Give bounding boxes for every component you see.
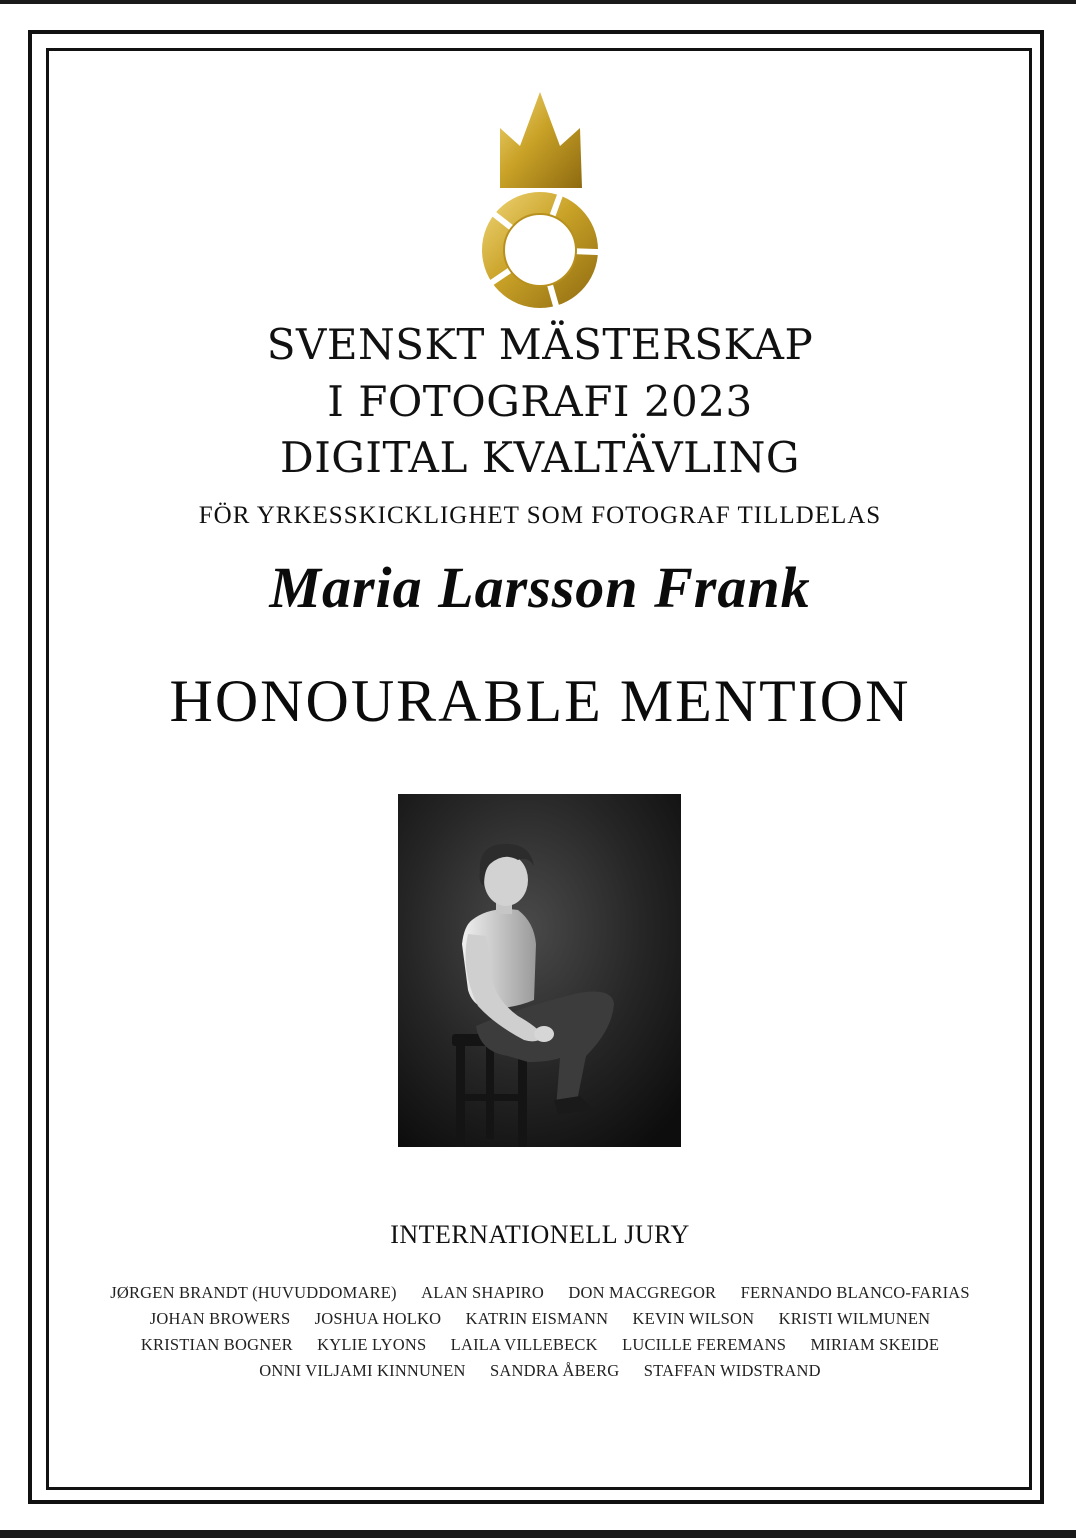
- jury-member: LUCILLE FEREMANS: [622, 1335, 787, 1354]
- jury-member: JØRGEN BRANDT (HUVUDDOMARE): [110, 1283, 397, 1302]
- jury-member: STAFFAN WIDSTRAND: [643, 1361, 821, 1380]
- recipient-name: Maria Larsson Frank: [269, 555, 811, 620]
- title-line-3: DIGITAL KVALTÄVLING: [280, 433, 800, 482]
- jury-member: KYLIE LYONS: [317, 1335, 427, 1354]
- jury-member: KATRIN EISMANN: [465, 1309, 609, 1328]
- crown-icon: [500, 92, 582, 188]
- jury-member: KRISTI WILMUNEN: [778, 1309, 931, 1328]
- jury-list: [80, 1280, 1000, 1384]
- top-edge-bar: [0, 0, 1076, 4]
- jury-member: ONNI VILJAMI KINNUNEN: [259, 1361, 466, 1380]
- jury-row: [80, 1332, 1000, 1358]
- crown-aperture-logo-icon: [474, 88, 608, 314]
- jury-row: [80, 1280, 1000, 1306]
- jury-member: KRISTIAN BOGNER: [140, 1335, 293, 1354]
- jury-row: [80, 1306, 1000, 1332]
- jury-member: KEVIN WILSON: [632, 1309, 755, 1328]
- jury-member: FERNANDO BLANCO-FARIAS: [740, 1283, 970, 1302]
- aperture-icon: [482, 192, 600, 309]
- jury-member: JOHAN BROWERS: [149, 1309, 291, 1328]
- jury-member: MIRIAM SKEIDE: [810, 1335, 940, 1354]
- jury-heading: INTERNATIONELL JURY: [390, 1220, 690, 1249]
- bottom-edge-bar: [0, 1530, 1076, 1538]
- winning-portrait-photo: [398, 794, 681, 1147]
- title-line-1: SVENSKT MÄSTERSKAP: [266, 320, 814, 369]
- award-title: HONOURABLE MENTION: [169, 668, 911, 734]
- title-line-2: I FOTOGRAFI 2023: [327, 377, 753, 426]
- jury-member: SANDRA ÅBERG: [490, 1361, 620, 1380]
- jury-member: LAILA VILLEBECK: [450, 1335, 598, 1354]
- jury-member: DON MACGREGOR: [568, 1283, 717, 1302]
- certificate-subtitle: FÖR YRKESSKICKLIGHET SOM FOTOGRAF TILLDELAS: [198, 502, 882, 529]
- jury-row: [80, 1358, 1000, 1384]
- jury-member: JOSHUA HOLKO: [314, 1309, 442, 1328]
- jury-member: ALAN SHAPIRO: [421, 1283, 545, 1302]
